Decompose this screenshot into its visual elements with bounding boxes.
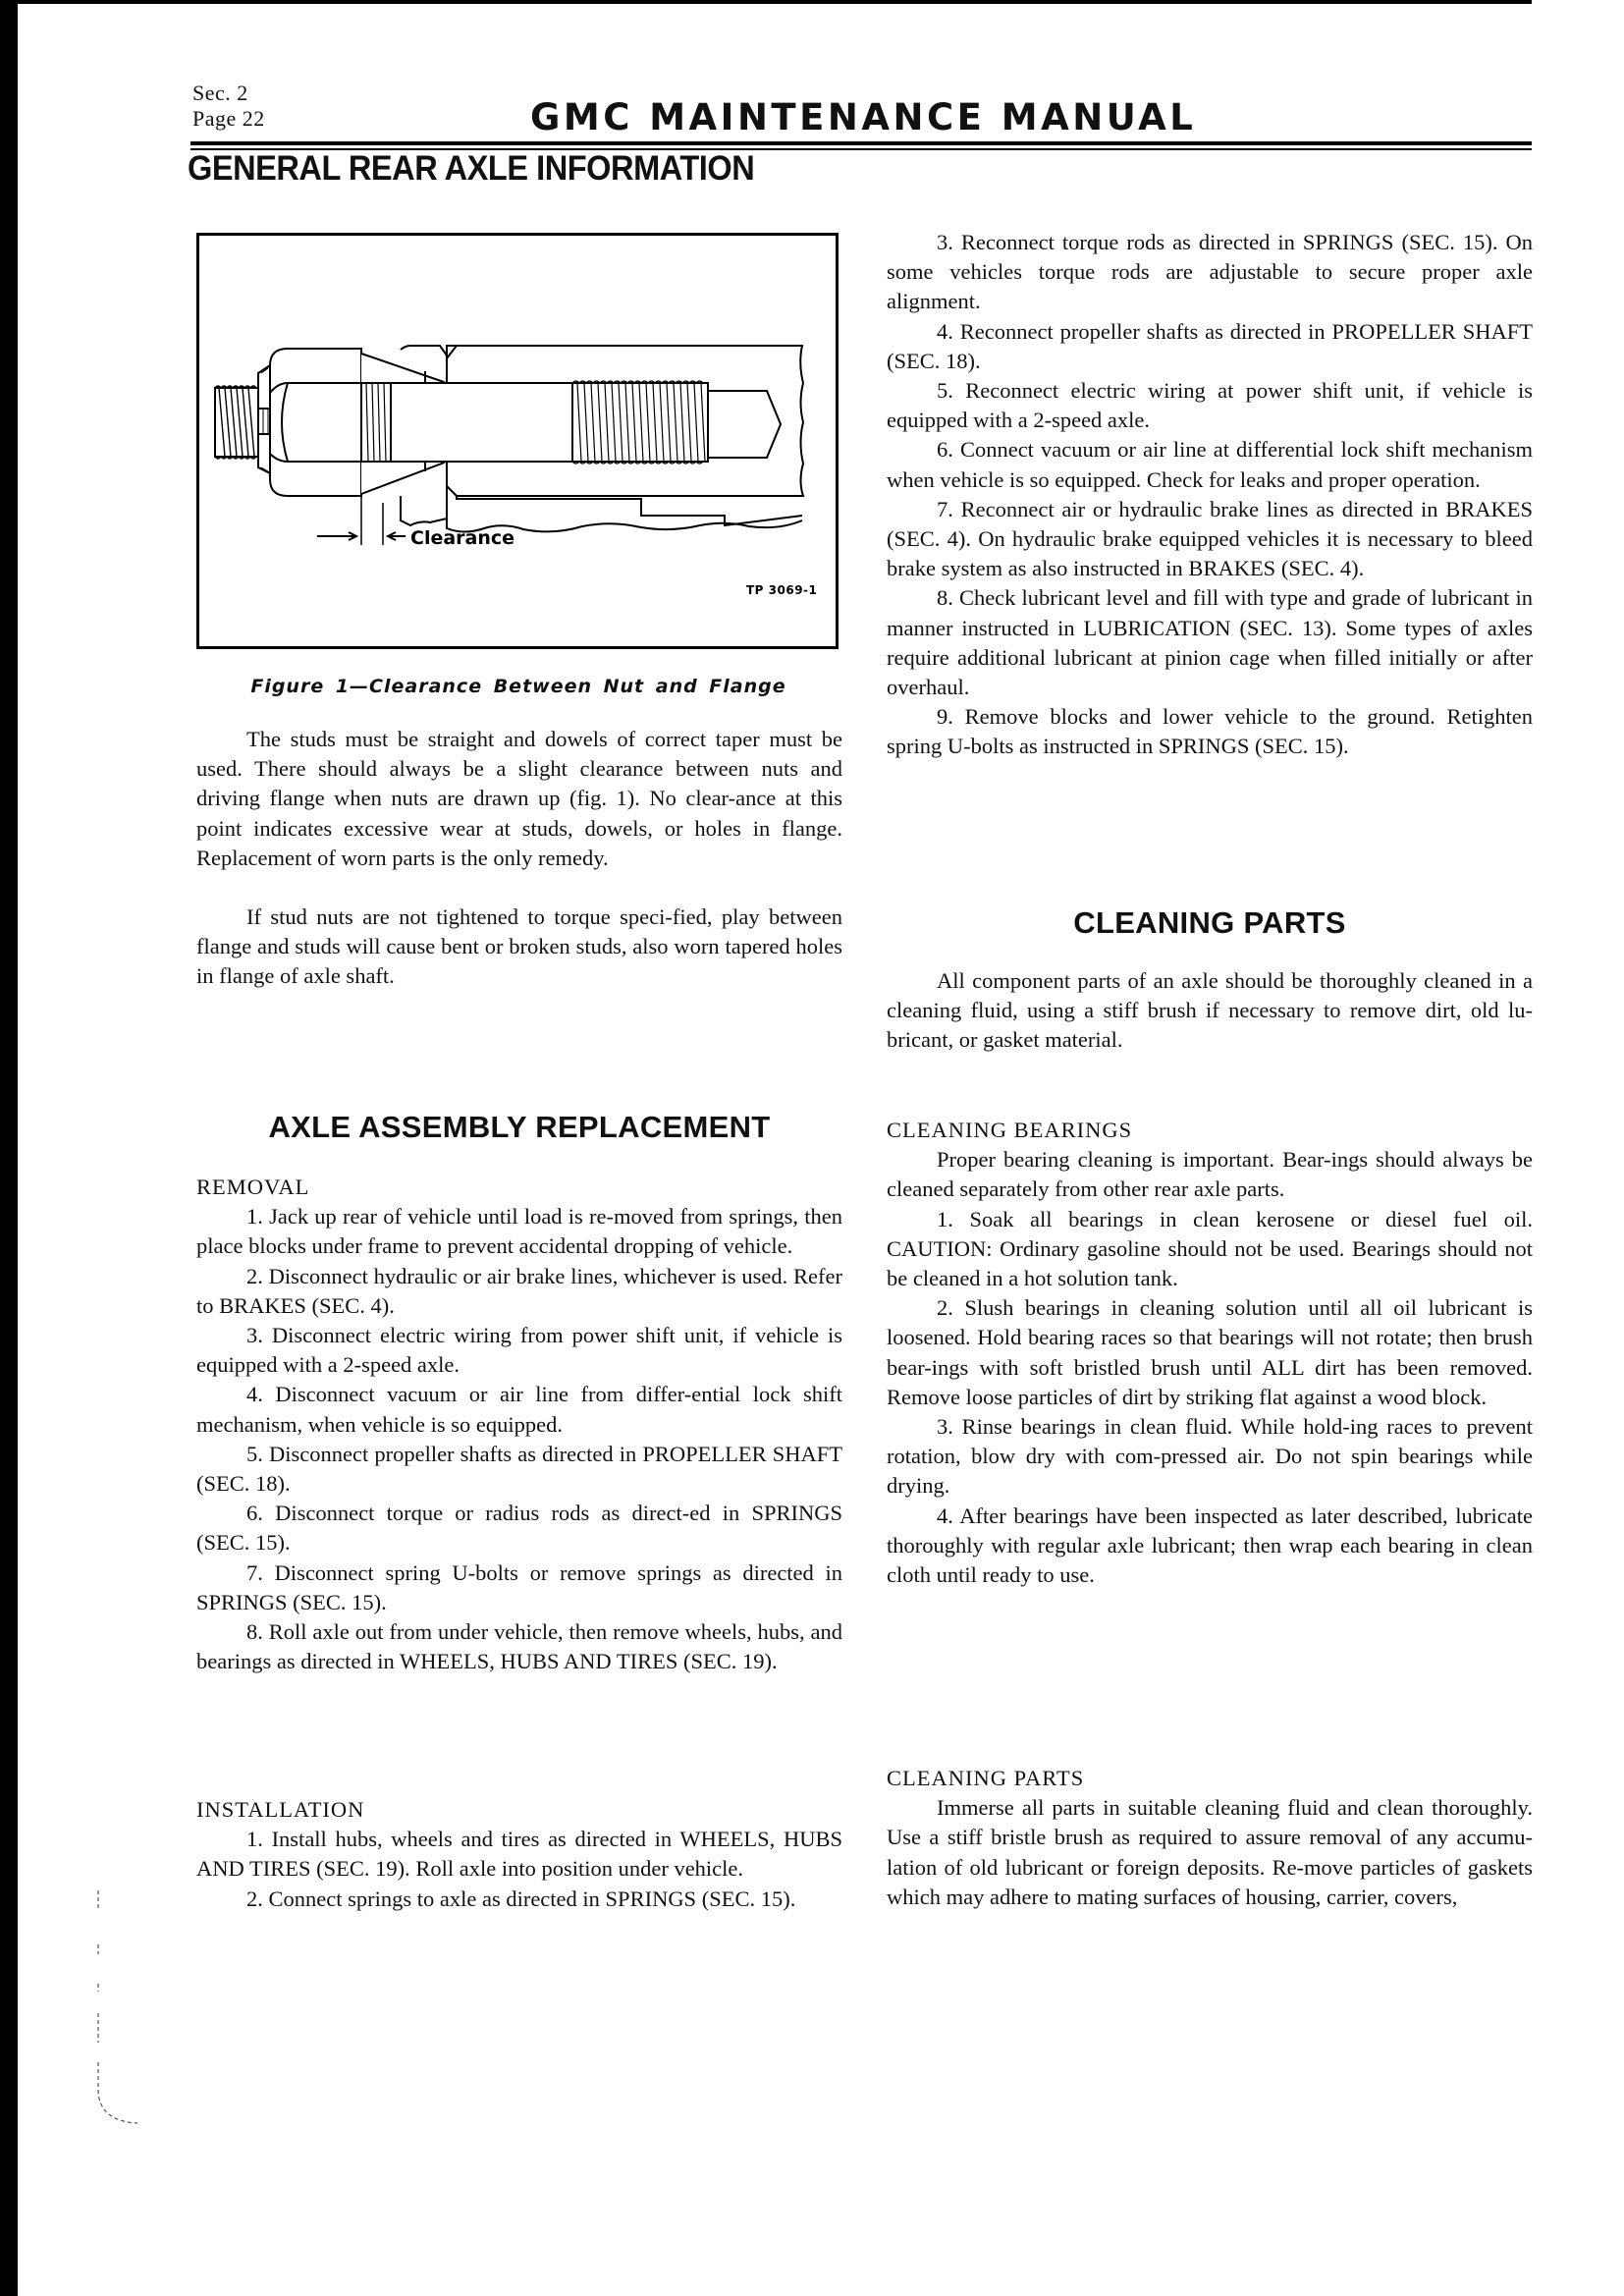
installation-step: 9. Remove blocks and lower vehicle to the ground. Retighten spring U-bolts as instructed in SPRINGS (SEC. 15). <box>887 704 1533 759</box>
subheading-installation: INSTALLATION <box>196 1797 365 1822</box>
paragraph: Proper bearing cleaning is important. Bear-ings should always be cleaned separately from other rear axle parts. <box>887 1147 1533 1202</box>
removal-step: 6. Disconnect torque or radius rods as direct-ed in SPRINGS (SEC. 15). <box>196 1501 842 1556</box>
removal-step: 7. Disconnect spring U-bolts or remove springs as directed in SPRINGS (SEC. 15). <box>196 1559 842 1614</box>
scan-artifact-mark <box>88 1886 167 2131</box>
figure-1 <box>196 233 839 649</box>
figure-reference-code: TP 3069-1 <box>746 583 818 597</box>
stud-nut-flange-diagram <box>199 236 838 648</box>
removal-step: 2. Disconnect hydraulic or air brake lines, whichever is used. Refer to BRAKES (SEC. 4). <box>196 1263 842 1318</box>
installation-continued <box>887 228 1533 762</box>
paragraph: All component parts of an axle should be thoroughly cleaned in a cleaning fluid, using a stiff brush if necessary to remove dirt, old lu-bricant, or gasket material. <box>887 968 1533 1053</box>
removal-step: 4. Disconnect vacuum or air line from differ-ential lock shift mechanism, when vehicle is so equipped. <box>196 1382 842 1437</box>
scan-border-left <box>0 0 18 2296</box>
removal-step: 1. Jack up rear of vehicle until load is re-moved from springs, then place blocks under frame to prevent accidental dropping of vehicle. <box>196 1204 842 1259</box>
cleaning-bearings-section <box>887 1116 1533 1590</box>
cleaning-step: 3. Rinse bearings in clean fluid. While hold-ing races to prevent rotation, blow dry with com-pressed air. Do not spin bearings while drying. <box>887 1414 1533 1499</box>
header-rule-thick <box>190 141 1532 145</box>
installation-step: 6. Connect vacuum or air line at differential lock shift mechanism when vehicle is so equipped. Check for leaks and proper operation. <box>887 437 1533 492</box>
installation-step: 4. Reconnect propeller shafts as directed in PROPELLER SHAFT (SEC. 18). <box>887 318 1533 373</box>
subheading-cleaning-bearings: CLEANING BEARINGS <box>887 1118 1133 1142</box>
installation-section <box>196 1795 842 1914</box>
subheading-cleaning-parts: CLEANING PARTS <box>887 1766 1085 1790</box>
cleaning-step: 4. After bearings have been inspected as later described, lubricate thoroughly with regular axle lubricant; then wrap each bearing in clean cloth until ready to use. <box>887 1503 1533 1588</box>
cleaning-step: 2. Slush bearings in cleaning solution until all oil lubricant is loosened. Hold bearing races so that bearings will not rotate; then brush bear-ings with soft bristled brush until ALL dirt has been removed. Remove loose particles of dirt by striking flat against a wood block. <box>887 1295 1533 1409</box>
page-locator <box>192 81 265 132</box>
removal-step: 5. Disconnect propeller shafts as directed in PROPELLER SHAFT (SEC. 18). <box>196 1441 842 1497</box>
paragraph: If stud nuts are not tightened to torque speci-fied, play between flange and studs will cause bent or broken studs, also worn tapered holes in flange of axle shaft. <box>196 904 842 989</box>
installation-step: 5. Reconnect electric wiring at power shift unit, if vehicle is equipped with a 2-speed axle. <box>887 378 1533 433</box>
scan-border-top <box>0 0 1532 4</box>
paragraph: Immerse all parts in suitable cleaning fluid and clean thoroughly. Use a stiff bristle brush as required to assure removal of any accumu-lation of old lubricant or foreign deposits. Re-move particles of gaskets which may adhere to mating surfaces of housing, carrier, covers, <box>887 1795 1533 1909</box>
figure-caption: Figure 1—Clearance Between Nut and Flange <box>250 676 786 697</box>
heading-cleaning-parts: CLEANING PARTS <box>1073 905 1346 940</box>
installation-step: 8. Check lubricant level and fill with type and grade of lubricant in manner instructed in LUBRICATION (SEC. 13). Some types of axles require additional lubricant at pinion cage when filled initially or after overhaul. <box>887 585 1533 700</box>
page-number: Page 22 <box>192 106 265 131</box>
installation-step: 7. Reconnect air or hydraulic brake lines as directed in BRAKES (SEC. 4). On hydraulic brake equipped vehicles it is necessary to bleed brake system as also instructed in BRAKES (SEC. 4). <box>887 496 1533 581</box>
subheading-removal: REMOVAL <box>196 1175 310 1199</box>
clearance-label: Clearance <box>410 527 515 549</box>
removal-step: 3. Disconnect electric wiring from power shift unit, if vehicle is equipped with a 2-speed axle. <box>196 1323 842 1378</box>
removal-section <box>196 1173 842 1676</box>
intro-text <box>196 725 842 992</box>
installation-step: 3. Reconnect torque rods as directed in SPRINGS (SEC. 15). On some vehicles torque rods are adjustable to secure proper axle alignment. <box>887 230 1533 314</box>
installation-step: 2. Connect springs to axle as directed in SPRINGS (SEC. 15). <box>246 1886 796 1911</box>
removal-step: 8. Roll axle out from under vehicle, then remove wheels, hubs, and bearings as directed in WHEELS, HUBS AND TIRES (SEC. 19). <box>196 1619 842 1674</box>
cleaning-parts-sub-section <box>887 1764 1533 1912</box>
heading-axle-assembly-replacement: AXLE ASSEMBLY REPLACEMENT <box>268 1110 771 1144</box>
installation-step: 1. Install hubs, wheels and tires as directed in WHEELS, HUBS AND TIRES (SEC. 19). Roll axle into position under vehicle. <box>196 1827 842 1882</box>
paragraph: The studs must be straight and dowels of correct taper must be used. There should always be a slight clearance between nuts and driving flange when nuts are drawn up (fig. 1). No clear-ance at this point indicates excessive wear at studs, dowels, or holes in flange. Replacement of worn parts is the only remedy. <box>196 727 842 870</box>
cleaning-step: 1. Soak all bearings in clean kerosene or diesel fuel oil. CAUTION: Ordinary gasoline should not be used. Bearings should not be cleaned in a hot solution tank. <box>887 1206 1533 1291</box>
manual-title: GMC MAINTENANCE MANUAL <box>530 96 1197 138</box>
cleaning-intro <box>887 966 1533 1056</box>
section-title: GENERAL REAR AXLE INFORMATION <box>188 149 755 188</box>
section-number: Sec. 2 <box>192 81 248 105</box>
